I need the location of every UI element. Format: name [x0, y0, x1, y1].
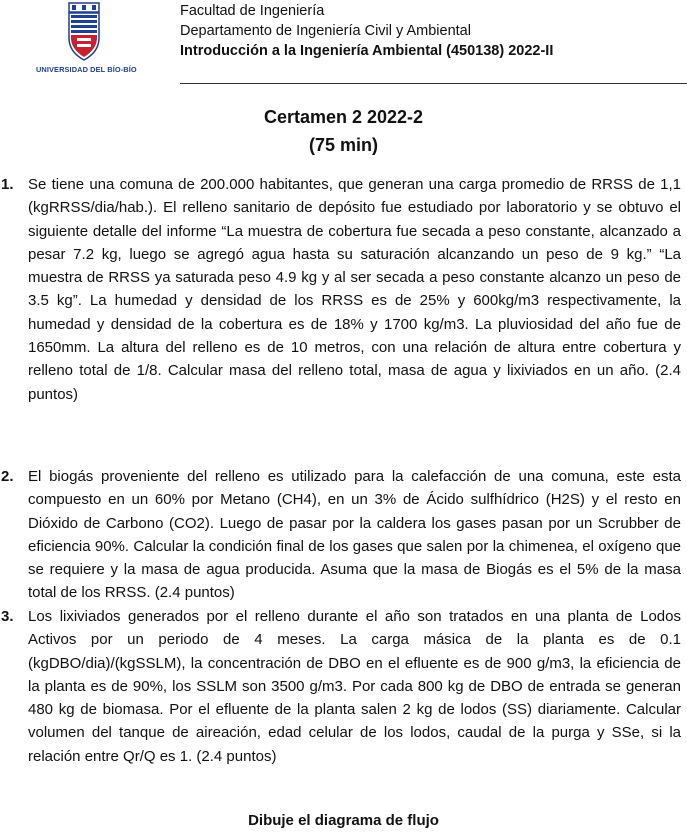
course-name: Introducción a la Ingeniería Ambiental (450138) 2022-II: [180, 43, 554, 59]
question-text: Los lixiviados generados por el relleno durante el año son tratados en una planta de Lodos Activos por un periodo de 4 meses. La carga másica de la planta es de 0.1 (kgDBO/dia)/(kgSSLM), la concentración de DBO en el efluente es de 900 g/m3, la eficiencia de la planta es de 90%, los SSLM son 3500 g/m3. Por cada 800 kg de DBO de entrada se generan 480 kg de biomasa. Por el efluente de la planta salen 2 kg de lodos (SS) diariamente. Calcular volumen del tanque de aireación, edad celular de los lodos, caudal de la purga y SSe, si la relación entre Qr/Q es 1. (2.4 puntos): [28, 608, 681, 765]
question-text: Se tiene una comuna de 200.000 habitantes, que generan una carga promedio de RRSS de 1,1 (kgRRSS/dia/hab.). El relleno sanitario de depósito fue estudiado por laboratorio y se obtuvo el siguiente detalle del informe “La muestra de cobertura fue secada a peso constante, alcanzado a pesar 7.2 kg, luego se agregó agua hasta su saturación alcanzando un peso de 9 kg.” “La muestra de RRSS ya saturada peso 4.9 kg y al ser secada a peso constante alcanzo un peso de 3.5 kg”. La humedad y densidad de los RRSS es de 25% y 600kg/m3 respectivamente, la humedad y densidad de la cobertura es de 18% y 1700 kg/m3. La pluviosidad del año fue de 1650mm. La altura del relleno es de 10 metros, con una relación de altura entre cobertura y relleno total de 1/8. Calcular masa del relleno total, masa de agua y lixiviados en un año. (2.4 puntos): [28, 176, 681, 403]
university-logo-text: UNIVERSIDAD DEL BÍO-BÍO: [36, 65, 137, 74]
header-lines: [180, 1, 553, 61]
exam-title: Certamen 2 2022-2: [263, 107, 424, 127]
flow-diagram-instruction: Dibuje el diagrama de flujo: [248, 812, 439, 829]
question-number: 3.: [1, 608, 14, 625]
university-crest-icon: [68, 2, 100, 62]
university-logo: [36, 2, 137, 78]
question-number: 1.: [1, 176, 14, 193]
question-text: El biogás proveniente del relleno es utilizado para la calefacción de una comuna, este esta compuesto en un 60% por Metano (CH4), en un 3% de Ácido sulfhídrico (H2S) y el resto en Dióxido de Carbono (CO2). Luego de pasar por la caldera los gases pasan por un Scrubber de eficiencia 90%. Calcular la condición final de los gases que salen por la chimenea, el oxígeno que se requiere y la masa de agua producida. Asuma que la masa de Biogás es el 5% de la masa total de los RRSS. (2.4 puntos): [28, 468, 681, 602]
faculty-name: Facultad de Ingeniería: [180, 3, 325, 19]
question-number: 2.: [1, 468, 14, 485]
page-header: [0, 0, 687, 86]
header-divider: [180, 83, 687, 84]
department-name: Departamento de Ingeniería Civil y Ambiental: [180, 23, 471, 39]
exam-duration: (75 min): [308, 135, 378, 155]
